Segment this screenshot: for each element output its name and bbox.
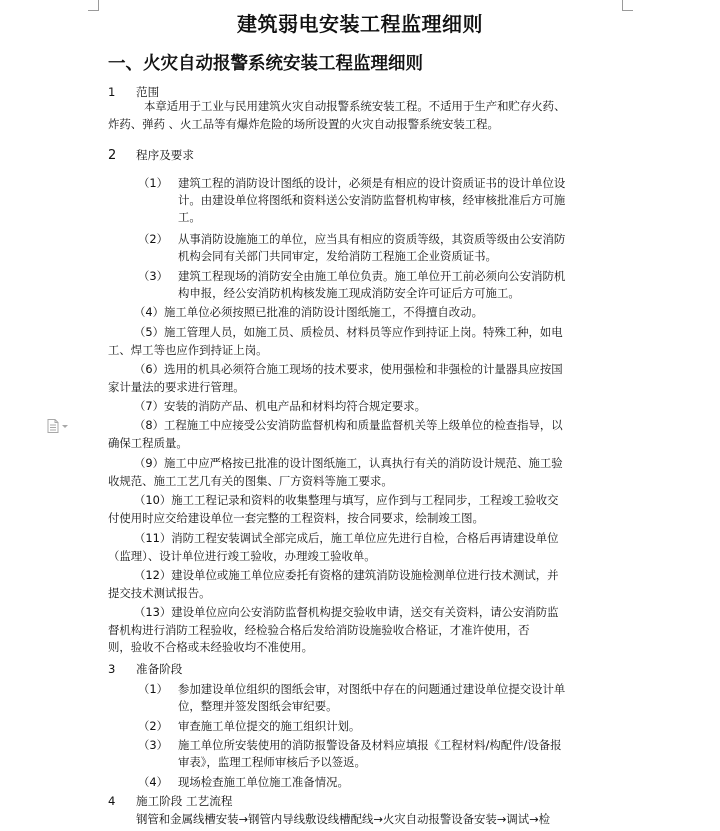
list-item-line: 则，验收不合格或未经验收均不准使用。 <box>108 640 314 654</box>
list-item <box>138 231 618 265</box>
section-title: 施工阶段 工艺流程 <box>136 794 233 808</box>
list-item-line: 工、焊工等也应作到持证上岗。 <box>108 342 268 357</box>
list-item-line: 现场检查施工单位施工准备情况。 <box>178 775 349 789</box>
list-item <box>138 681 618 715</box>
list-item <box>108 417 563 452</box>
list-item-line: （4）施工单位必须按照已批准的消防设计图纸施工，不得擅自改动。 <box>134 305 483 319</box>
list-item-line: 审表》，监理工程师审核后予以签返。 <box>178 755 366 770</box>
list-item <box>108 398 426 416</box>
section-4-heading <box>108 793 232 809</box>
list-item-line: （6）选用的机具必须符合施工现场的技术要求，使用强检和非强检的计量器具应按国 <box>134 362 563 376</box>
list-item-line: 工。 <box>178 210 201 225</box>
list-item-line: （8）工程施工中应接受公安消防监督机构和质量监督机关等上级单位的检查指导，以 <box>134 418 563 432</box>
document-icon[interactable] <box>47 418 73 432</box>
list-item-number: （1） <box>138 176 169 190</box>
list-item-line: 确保工程质量。 <box>108 435 188 450</box>
list-item-line: （10）施工工程记录和资料的收集整理与填写，应作到与工程同步，工程竣工验收交 <box>134 493 559 507</box>
section-heading: 一、火灾自动报警系统安装工程监理细则 <box>108 54 423 74</box>
list-item-number: （2） <box>138 232 169 246</box>
list-item-line: （5）施工管理人员，如施工员、质检员、材料员等应作到持证上岗。特殊工种，如电 <box>134 325 563 339</box>
list-item-line: （监理）、设计单位进行竣工验收，办理竣工验收单。 <box>108 548 376 563</box>
list-item <box>108 361 563 396</box>
document-title: 建筑弱电安装工程监理细则 <box>237 12 483 36</box>
list-item-number: （3） <box>138 738 169 752</box>
list-item-line: （7）安装的消防产品、机电产品和材料均符合规定要求。 <box>134 399 427 413</box>
section-number: 1 <box>108 85 116 99</box>
paragraph-line: 炸药、弹药 、火工品等有爆炸危险的场所设置的火灾自动报警系统安装工程。 <box>108 116 499 131</box>
list-item <box>138 175 618 227</box>
paragraph-line: 本章适用于工业与民用建筑火灾自动报警系统安装工程。不适用于生产和贮存火药、 <box>144 99 566 113</box>
list-item-line: 建筑工程现场的消防安全由施工单位负责。施工单位开工前必须向公安消防机 <box>178 269 566 283</box>
list-item-line: 收规范、施工工艺几有关的图集、厂方资料等施工要求。 <box>108 473 393 488</box>
list-item <box>138 268 618 302</box>
list-item-line: 督机构进行消防工程验收，经检验合格后发给消防设施验收合格证，才准许使用，否 <box>108 622 530 637</box>
list-item-line: （9）施工中应严格按已批准的设计图纸施工，认真执行有关的消防设计规范、施工验 <box>134 456 563 470</box>
section-number: 2 <box>108 148 117 163</box>
list-item-line: 施工单位所安装使用的消防报警设备及材料应填报《工程材料/构配件/设备报 <box>178 738 562 752</box>
list-item-line: 提交技术测试报告。 <box>108 585 211 600</box>
list-item-line: 构申报，经公安消防机构核发施工现成消防安全许可证后方可施工。 <box>178 286 520 301</box>
list-item-line: 付使用时应交给建设单位一套完整的工程资料，按合同要求，绘制竣工图。 <box>108 510 484 525</box>
list-item <box>138 718 618 735</box>
list-item-line: （12）建设单位或施工单位应委托有资格的建筑消防设施检测单位进行技术测试，并 <box>134 568 559 582</box>
section-2-heading <box>108 147 194 163</box>
list-item-line: 家计量法的要求进行管理。 <box>108 379 245 394</box>
section-title: 准备阶段 <box>136 662 183 676</box>
list-item-line: 参加建设单位组织的图纸会审，对图纸中存在的问题通过建设单位提交设计单 <box>178 682 566 696</box>
list-item-line: （11）消防工程安装调试全部完成后，施工单位应先进行自检，合格后再请建设单位 <box>134 531 559 545</box>
scope-paragraph <box>108 98 565 133</box>
list-item-number: （3） <box>138 269 169 283</box>
list-item-line: 从事消防设施施工的单位，应当具有相应的资质等级，其资质等级由公安消防 <box>178 232 566 246</box>
list-item <box>108 492 559 527</box>
process-flow-line: 钢管和金属线槽安装→钢管内导线敷设线槽配线→火灾自动报警设备安装→调试→检 <box>136 812 551 826</box>
list-item-number: （2） <box>138 719 169 733</box>
list-item-line: 审查施工单位提交的施工组织计划。 <box>178 719 361 733</box>
section-title: 范围 <box>136 85 160 99</box>
list-item-line: 机构会同有关部门共同审定，发给消防工程施工企业资质证书。 <box>178 249 497 264</box>
list-item <box>108 567 559 602</box>
list-item-line: 建筑工程的消防设计图纸的设计，必须是有相应的设计资质证书的设计单位设 <box>178 176 566 190</box>
list-item-number: （4） <box>138 775 169 789</box>
list-item <box>108 324 563 359</box>
list-item-line: 位，整理并签发图纸会审纪要。 <box>178 699 338 714</box>
list-block <box>134 304 483 322</box>
list-item <box>108 604 559 657</box>
list-item <box>108 455 563 490</box>
section-number: 4 <box>108 794 116 808</box>
list-item-line: 计。由建设单位将图纸和资料送公安消防监督机构审核，经审核批准后方可施 <box>178 193 566 208</box>
list-item-line: （13）建设单位应向公安消防监督机构提交验收申请，送交有关资料，请公安消防监 <box>134 605 559 619</box>
section-number: 3 <box>108 662 116 676</box>
list-item <box>138 737 618 771</box>
list-item <box>138 774 618 791</box>
list-item-number: （1） <box>138 682 169 696</box>
list-item <box>108 530 559 565</box>
section-title: 程序及要求 <box>136 148 194 162</box>
section-3-heading <box>108 661 182 677</box>
